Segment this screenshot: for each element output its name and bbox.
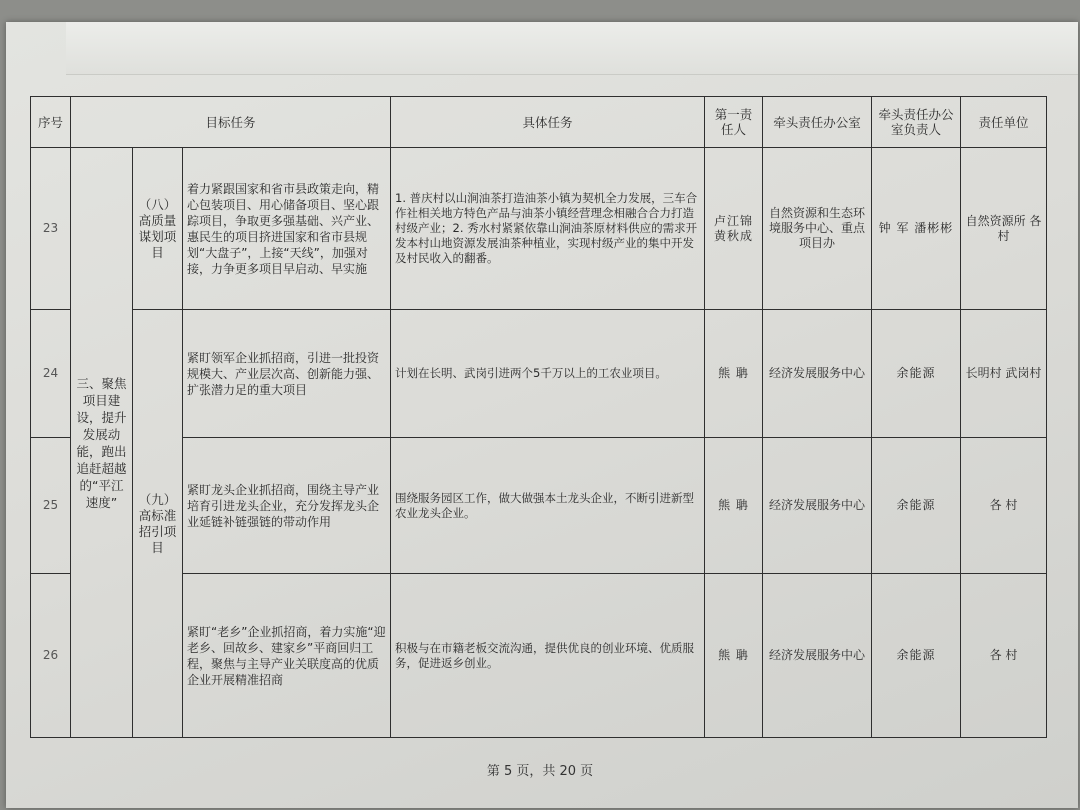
office-head-cell: 钟 军 潘彬彬: [872, 148, 961, 310]
task-cell: 围绕服务园区工作，做大做强本土龙头企业，不断引进新型农业龙头企业。: [391, 438, 705, 574]
office-cell: 经济发展服务中心: [763, 438, 872, 574]
first-person-cell: 熊 聃: [705, 310, 763, 438]
header-office-head: 牵头责任办公室负责人: [872, 97, 961, 148]
office-head-cell: 余能源: [872, 574, 961, 738]
unit-cell: 各 村: [961, 574, 1047, 738]
goal-cell: 紧盯领军企业抓招商，引进一批投资规模大、产业层次高、创新能力强、扩张潜力足的重大项目: [183, 310, 391, 438]
unit-cell: 自然资源所 各 村: [961, 148, 1047, 310]
page-number: 第 5 页，共 20 页: [486, 764, 594, 779]
table-row: [31, 148, 1047, 310]
first-person-cell: 卢江锦 黄秋成: [705, 148, 763, 310]
table-row: [31, 438, 1047, 574]
task-cell: 积极与在市籍老板交流沟通，提供优良的创业环境、优质服务，促进返乡创业。: [391, 574, 705, 738]
first-person-cell: 熊 聃: [705, 574, 763, 738]
goal-cell: 着力紧跟国家和省市县政策走向，精心包装项目、用心储备项目、坚心跟踪项目，争取更多强基础、兴产业、惠民生的项目挤进国家和省市县规划“大盘子”，上接“天线”，加强对接，力争更多项目早启动、早实施: [183, 148, 391, 310]
header-target: 目标任务: [71, 97, 391, 148]
header-specific: 具体任务: [391, 97, 705, 148]
office-head-cell: 余能源: [872, 438, 961, 574]
row-number: 25: [31, 438, 71, 574]
category-cell: 三、聚焦项目建设，提升发展动能，跑出追赶超越的“平江速度”: [71, 148, 133, 738]
subtask-cell: （九）高标准招引项目: [133, 310, 183, 738]
unit-cell: 长明村 武岗村: [961, 310, 1047, 438]
row-number: 24: [31, 310, 71, 438]
task-table: [30, 96, 1047, 738]
paper-edge: [66, 22, 1078, 75]
table-row: [31, 310, 1047, 438]
table-header-row: [31, 97, 1047, 148]
office-cell: 经济发展服务中心: [763, 574, 872, 738]
subtask-cell: （八）高质量谋划项目: [133, 148, 183, 310]
office-cell: 经济发展服务中心: [763, 310, 872, 438]
task-cell: 计划在长明、武岗引进两个5千万以上的工农业项目。: [391, 310, 705, 438]
goal-cell: 紧盯“老乡”企业抓招商，着力实施“迎老乡、回故乡、建家乡”平商回归工程，聚焦与主导产业关联度高的优质企业开展精准招商: [183, 574, 391, 738]
unit-cell: 各 村: [961, 438, 1047, 574]
header-seq: 序号: [31, 97, 71, 148]
header-office: 牵头责任办公室: [763, 97, 872, 148]
first-person-cell: 熊 聃: [705, 438, 763, 574]
office-head-cell: 余能源: [872, 310, 961, 438]
office-cell: 自然资源和生态环境服务中心、重点项目办: [763, 148, 872, 310]
header-unit: 责任单位: [961, 97, 1047, 148]
row-number: 26: [31, 574, 71, 738]
table-row: [31, 574, 1047, 738]
task-cell: 1. 普庆村以山涧油茶打造油茶小镇为契机全力发展，三车合作社相关地方特色产品与油茶小镇经营理念相融合合力打造村级产业；2. 秀水村紧紧依靠山涧油茶原材料供应的需求开发本村山地资源发展油茶种植业，实现村级产业的集中开发及村民收入的翻番。: [391, 148, 705, 310]
goal-cell: 紧盯龙头企业抓招商，围绕主导产业培育引进龙头企业，充分发挥龙头企业延链补链强链的带动作用: [183, 438, 391, 574]
row-number: 23: [31, 148, 71, 310]
header-first: 第一责任人: [705, 97, 763, 148]
